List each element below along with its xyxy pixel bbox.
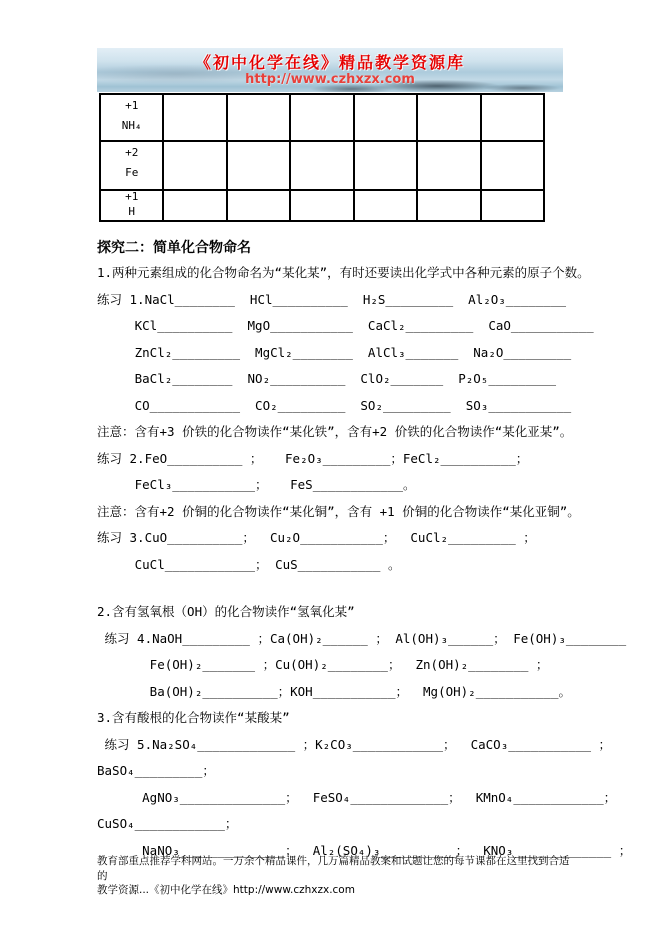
table-cell-empty	[290, 94, 353, 141]
table-cell-empty	[290, 141, 353, 190]
valence-label: +1	[125, 99, 139, 112]
worksheet-line: 练习 4.NaOH_________ ；Ca(OH)₂______ ； Al(OH)₃______； Fe(OH)₃________	[97, 630, 627, 646]
worksheet-line: AgNO₃______________； FeSO₄_____________； KMnO₄____________；	[97, 789, 617, 805]
table-cell-empty	[354, 190, 417, 221]
worksheet-line: FeCl₃___________； FeS____________。	[97, 477, 416, 492]
table-cell-empty	[417, 141, 480, 190]
table-cell-empty	[481, 94, 544, 141]
table-cell-empty	[417, 94, 480, 141]
table-cell-empty	[163, 94, 226, 141]
worksheet-line: CO____________ CO₂_________ SO₂_________ SO₃___________	[97, 397, 572, 413]
section-heading: 探究二：简单化合物命名	[97, 240, 251, 256]
worksheet-line: 练习 2.FeO__________ ； Fe₂O₃_________；FeCl₂__________；	[97, 450, 529, 466]
worksheet-line: 练习 5.Na₂SO₄_____________ ；K₂CO₃____________； CaCO₃___________ ；	[97, 736, 612, 752]
table-cell-empty	[163, 190, 226, 221]
worksheet-line: CuSO₄____________；	[97, 816, 238, 831]
worksheet-line: 注意：含有+3 价铁的化合物读作“某化铁”，含有+2 价铁的化合物读作“某化亚某”。	[97, 424, 573, 439]
ion-label: NH₄	[121, 119, 142, 132]
valence-label: +2	[125, 146, 139, 159]
table-row	[100, 141, 544, 190]
table-cell-empty	[227, 141, 290, 190]
table-row	[100, 94, 544, 141]
worksheet-line: CuCl____________； CuS___________ 。	[97, 556, 401, 572]
table-cell-ion	[100, 190, 163, 221]
table-cell-empty	[481, 141, 544, 190]
ion-label: Fe	[125, 166, 139, 179]
worksheet-line: 练习 1.NaCl________ HCl__________ H₂S_________ Al₂O₃________	[97, 291, 567, 307]
table-cell-empty	[227, 94, 290, 141]
footer	[97, 854, 577, 898]
worksheet-line: 注意：含有+2 价铜的化合物读作“某化铜”，含有 +1 价铜的化合物读作“某化亚铜”。	[97, 503, 580, 519]
valence-table	[99, 93, 545, 222]
footer-line: 教育部重点推荐学科网站。一万余个精品课件，几万篇精品教案和试题让您的每节课都在这里找到合适的	[97, 855, 570, 882]
table-cell-empty	[290, 190, 353, 221]
valence-label: +1	[125, 190, 139, 203]
worksheet-line: ZnCl₂_________ MgCl₂________ AlCl₃_______ Na₂O_________	[97, 344, 572, 360]
worksheet-line: KCl__________ MgO___________ CaCl₂_________ CaO___________	[97, 318, 594, 333]
table-cell-empty	[354, 94, 417, 141]
worksheet-line: BaCl₂________ NO₂__________ ClO₂_______ P₂O₅_________	[97, 371, 557, 386]
worksheet-line-blank	[97, 578, 577, 599]
table-cell-empty	[481, 190, 544, 221]
table-cell-empty	[227, 190, 290, 221]
worksheet-line: BaSO₄_________；	[97, 763, 215, 778]
worksheet-line: Ba(OH)₂__________；KOH___________； Mg(OH)₂___________。	[97, 683, 571, 699]
banner-url: http://www.czhxzx.com	[245, 71, 415, 87]
worksheet-line: 1.两种元素组成的化合物命名为“某化某”，有时还要读出化学式中各种元素的原子个数。	[97, 265, 590, 280]
table-cell-empty	[163, 141, 226, 190]
table-cell-empty	[354, 141, 417, 190]
ion-label: H	[128, 205, 136, 218]
banner-image	[97, 48, 563, 92]
worksheet-body	[97, 260, 632, 864]
worksheet-line: 2.含有氢氧根（OH）的化合物读作“氢氧化某”	[97, 604, 355, 619]
banner-title: 《初中化学在线》精品教学资源库	[194, 52, 465, 72]
footer-line: 教学资源...《初中化学在线》http://www.czhxzx.com	[97, 884, 355, 896]
table-cell-ion	[100, 94, 163, 141]
table-cell-empty	[417, 190, 480, 221]
worksheet-line: 练习 3.CuO__________； Cu₂O___________； CuCl₂_________ ；	[97, 530, 536, 545]
worksheet-line: 3.含有酸根的化合物读作“某酸某”	[97, 710, 290, 725]
worksheet-line: Fe(OH)₂_______ ；Cu(OH)₂________； Zn(OH)₂________ ；	[97, 657, 549, 672]
worksheet-line: NaNO₃______________； Al₂(SO₄)₃__________； KNO₃_____________ ；	[97, 842, 632, 858]
table-cell-ion	[100, 141, 163, 190]
table-row	[100, 190, 544, 221]
